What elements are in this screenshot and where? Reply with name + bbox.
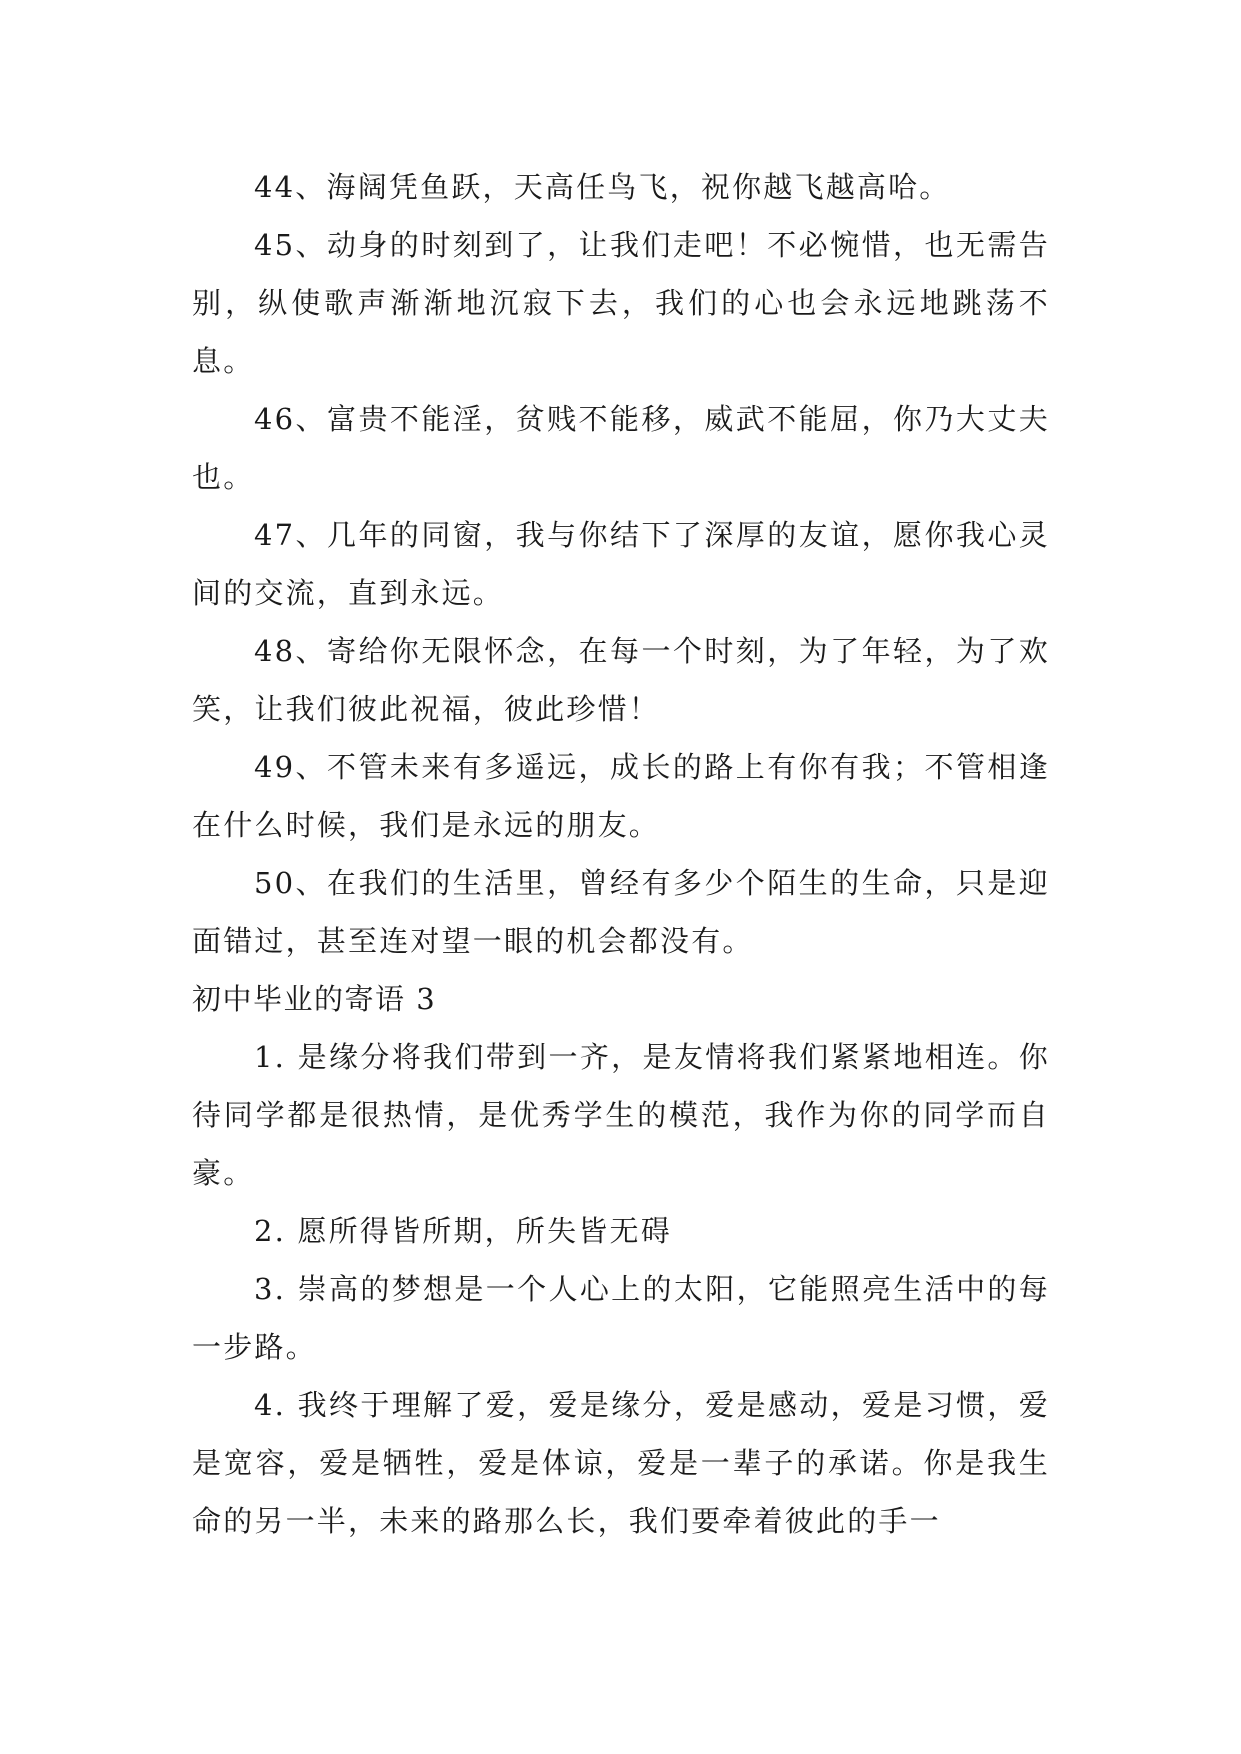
paragraph-2: 2. 愿所得皆所期，所失皆无碍 bbox=[254, 1214, 672, 1248]
paragraph-44: 44、海阔凭鱼跃，天高任鸟飞，祝你越飞越高哈。 bbox=[254, 170, 951, 204]
paragraph-49: 49、不管未来有多遥远，成长的路上有你有我；不管相逢在什么时候，我们是永远的朋友。 bbox=[192, 750, 1050, 842]
paragraph-4: 4. 我终于理解了爱，爱是缘分，爱是感动，爱是习惯，爱是宽容，爱是牺牲，爱是体谅，爱是一辈子的承诺。你是我生命的另一半，未来的路那么长，我们要牵着彼此的手一 bbox=[192, 1388, 1050, 1538]
paragraph-3: 3. 崇高的梦想是一个人心上的太阳，它能照亮生活中的每一步路。 bbox=[192, 1272, 1050, 1364]
paragraph-47: 47、几年的同窗，我与你结下了深厚的友谊，愿你我心灵间的交流，直到永远。 bbox=[192, 518, 1050, 610]
paragraph-48: 48、寄给你无限怀念，在每一个时刻，为了年轻，为了欢笑，让我们彼此祝福，彼此珍惜！ bbox=[192, 634, 1050, 726]
paragraph-50: 50、在我们的生活里，曾经有多少个陌生的生命，只是迎面错过，甚至连对望一眼的机会都没有。 bbox=[192, 866, 1050, 958]
section-heading: 初中毕业的寄语 3 bbox=[192, 982, 437, 1016]
paragraph-1: 1. 是缘分将我们带到一齐，是友情将我们紧紧地相连。你待同学都是很热情，是优秀学生的模范，我作为你的同学而自豪。 bbox=[192, 1040, 1050, 1190]
document-body bbox=[192, 158, 1050, 1550]
paragraph-46: 46、富贵不能淫，贫贱不能移，威武不能屈，你乃大丈夫也。 bbox=[192, 402, 1050, 494]
paragraph-45: 45、动身的时刻到了，让我们走吧！不必惋惜，也无需告别，纵使歌声渐渐地沉寂下去，我们的心也会永远地跳荡不息。 bbox=[192, 228, 1050, 378]
